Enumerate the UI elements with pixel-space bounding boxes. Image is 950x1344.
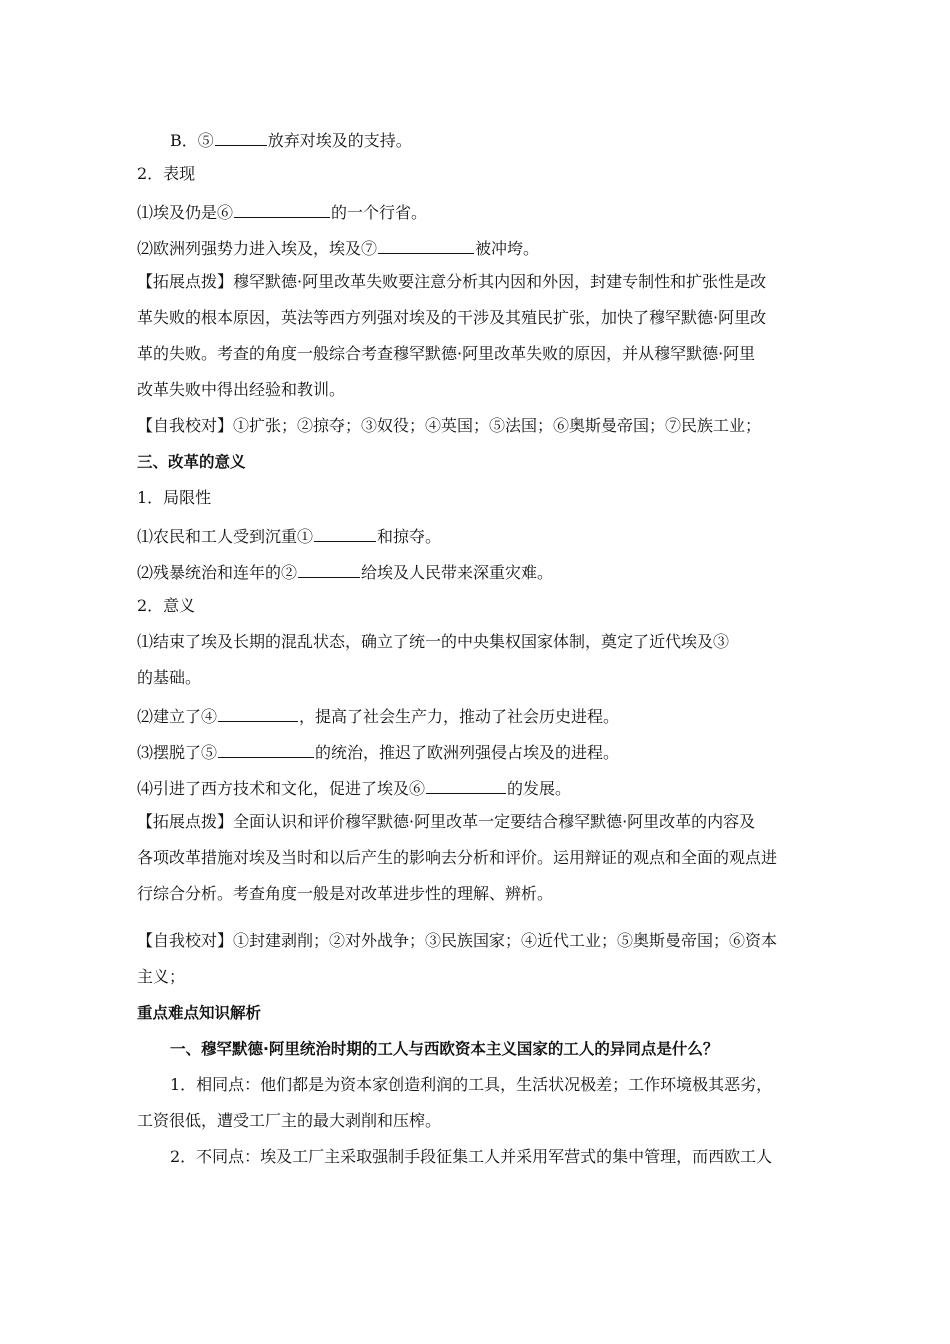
- self-check-line-cont: 主义；: [137, 967, 186, 986]
- significance-item-3: [137, 740, 827, 763]
- fill-blank-6b[interactable]: [426, 776, 506, 794]
- tip-line: 行综合分析。考查角度一般是对改革进步性的理解、辨析。: [137, 884, 554, 903]
- tip-line: 改革失败中得出经验和教训。: [137, 380, 346, 399]
- s4-prefix: ⑷引进了西方技术和文化，促进了埃及⑥: [137, 779, 426, 798]
- fill-blank-5b[interactable]: [218, 740, 314, 758]
- p2-suffix: 被冲垮。: [475, 239, 540, 258]
- difference-paragraph: 2．不同点：埃及工厂主采取强制手段征集工人并采用军营式的集中管理，而西欧工人: [170, 1147, 773, 1166]
- heading-performance: 2．表现: [137, 164, 196, 183]
- analysis-title: 重点难点知识解析: [137, 1004, 262, 1022]
- item-b-prefix: B．⑤: [170, 131, 214, 150]
- limitation-item-2: [137, 560, 827, 583]
- performance-item-2: [137, 236, 827, 259]
- fill-blank-5[interactable]: [215, 128, 267, 146]
- similarity-paragraph-cont: 工资很低，遭受工厂主的最大剥削和压榨。: [137, 1111, 442, 1130]
- fill-blank-4[interactable]: [218, 704, 298, 722]
- item-b-suffix: 放弃对埃及的支持。: [267, 131, 412, 150]
- s2-prefix: ⑵建立了④: [137, 707, 218, 726]
- p2-prefix: ⑵欧洲列强势力进入埃及，埃及⑦: [137, 239, 378, 258]
- fill-blank-6[interactable]: [234, 200, 330, 218]
- tip-line: 各项改革措施对埃及当时和以后产生的影响去分析和评价。运用辩证的观点和全面的观点进: [137, 848, 778, 867]
- performance-item-1: [137, 200, 827, 223]
- l2-suffix: 给埃及人民带来深重灾难。: [361, 563, 554, 582]
- s2-suffix: ，提高了社会生产力，推动了社会历史进程。: [299, 707, 620, 726]
- tip-line: 【拓展点拨】全面认识和评价穆罕默德·阿里改革一定要结合穆罕默德·阿里改革的内容及: [137, 812, 756, 831]
- significance-item-4: [137, 776, 827, 799]
- question-title: 一、穆罕默德·阿里统治时期的工人与西欧资本主义国家的工人的异同点是什么？: [170, 1040, 719, 1058]
- significance-item-1-cont: 的基础。: [137, 668, 202, 687]
- tip-line: 革失败的根本原因，英法等西方列强对埃及的干涉及其殖民扩张，加快了穆罕默德·阿里改: [137, 308, 767, 327]
- p1-suffix: 的一个行省。: [331, 203, 428, 222]
- tip-line: 革的失败。考查的角度一般综合考查穆罕默德·阿里改革失败的原因，并从穆罕默德·阿里: [137, 344, 756, 363]
- fill-blank-2[interactable]: [298, 560, 360, 578]
- s3-prefix: ⑶摆脱了⑤: [137, 743, 218, 762]
- heading-significance: 2．意义: [137, 596, 196, 615]
- l1-suffix: 和掠夺。: [377, 527, 442, 546]
- p1-prefix: ⑴埃及仍是⑥: [137, 203, 234, 222]
- heading-limitations: 1．局限性: [137, 488, 212, 507]
- l2-prefix: ⑵残暴统治和连年的②: [137, 563, 298, 582]
- s3-suffix: 的统治，推迟了欧洲列强侵占埃及的进程。: [315, 743, 620, 762]
- section-title: 三、改革的意义: [137, 453, 246, 471]
- fill-blank-7[interactable]: [378, 236, 474, 254]
- significance-item-2: [137, 704, 827, 727]
- self-check-line: 【自我校对】①扩张；②掠夺；③奴役；④英国；⑤法国；⑥奥斯曼帝国；⑦民族工业；: [137, 416, 762, 435]
- self-check-line: 【自我校对】①封建剥削；②对外战争；③民族国家；④近代工业；⑤奥斯曼帝国；⑥资本: [137, 931, 778, 950]
- fill-blank-1[interactable]: [314, 524, 376, 542]
- similarity-paragraph: 1．相同点：他们都是为资本家创造利润的工具，生活状况极差；工作环境极其恶劣，: [170, 1075, 773, 1094]
- tip-line: 【拓展点拨】穆罕默德·阿里改革失败要注意分析其内因和外因，封建专制性和扩张性是改: [137, 272, 767, 291]
- l1-prefix: ⑴农民和工人受到沉重①: [137, 527, 314, 546]
- s4-suffix: 的发展。: [507, 779, 572, 798]
- significance-item-1: ⑴结束了埃及长期的混乱状态，确立了统一的中央集权国家体制，奠定了近代埃及③: [137, 632, 730, 651]
- limitation-item-1: [137, 524, 827, 547]
- item-b-line: [170, 128, 860, 151]
